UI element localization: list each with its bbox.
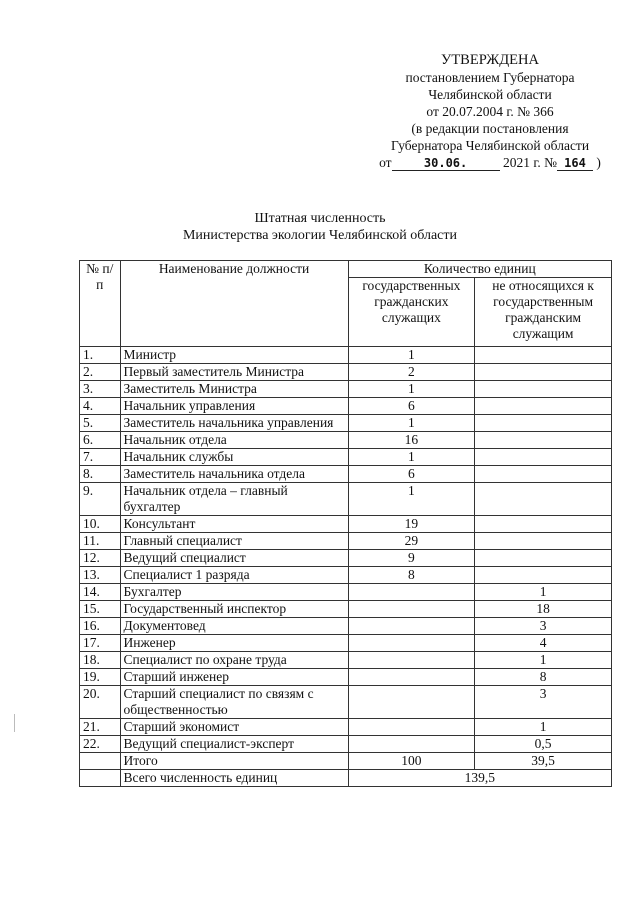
row-num: 20. <box>80 686 121 719</box>
row-name: Документовед <box>120 618 348 635</box>
approval-middle: 2021 г. № <box>502 155 557 170</box>
table-row <box>80 415 612 432</box>
row-name: Первый заместитель Министра <box>120 364 348 381</box>
table-row <box>80 719 612 736</box>
row-num: 12. <box>80 550 121 567</box>
approval-line-5: Губернатора Челябинской области <box>390 138 590 153</box>
row-num: 8. <box>80 466 121 483</box>
row-non-gov <box>475 449 612 466</box>
row-name: Инженер <box>120 635 348 652</box>
row-gov: 1 <box>348 415 475 432</box>
grand-total-label: Всего численность единиц <box>120 770 348 787</box>
row-non-gov <box>475 398 612 415</box>
header-gov: государственных гражданских служащих <box>348 278 475 347</box>
row-name: Консультант <box>120 516 348 533</box>
approval-heading: УТВЕРЖДЕНА <box>441 52 539 68</box>
header-non-gov: не относящихся к государственным гражданским служащим <box>475 278 612 347</box>
row-gov: 8 <box>348 567 475 584</box>
row-gov <box>348 686 475 719</box>
table-row <box>80 669 612 686</box>
row-name: Начальник отдела <box>120 432 348 449</box>
approval-prefix: от <box>379 155 392 170</box>
row-gov: 16 <box>348 432 475 449</box>
row-non-gov: 0,5 <box>475 736 612 753</box>
row-gov <box>348 601 475 618</box>
row-name: Начальник отдела – главный бухгалтер <box>120 483 348 516</box>
approval-line-2: Челябинской области <box>428 87 552 102</box>
row-gov: 1 <box>348 381 475 398</box>
row-non-gov <box>475 483 612 516</box>
header-name: Наименование должности <box>120 261 348 347</box>
row-num: 22. <box>80 736 121 753</box>
header-num: № п/п <box>80 261 121 347</box>
row-name: Старший инженер <box>120 669 348 686</box>
row-non-gov: 4 <box>475 635 612 652</box>
row-non-gov <box>475 381 612 398</box>
row-gov: 1 <box>348 449 475 466</box>
row-name: Ведущий специалист-эксперт <box>120 736 348 753</box>
row-gov <box>348 618 475 635</box>
table-row <box>80 432 612 449</box>
row-non-gov <box>475 432 612 449</box>
row-non-gov: 3 <box>475 618 612 635</box>
row-name: Старший экономист <box>120 719 348 736</box>
staff-table <box>79 260 612 787</box>
row-name: Специалист по охране труда <box>120 652 348 669</box>
row-non-gov <box>475 364 612 381</box>
row-name: Специалист 1 разряда <box>120 567 348 584</box>
header-group: Количество единиц <box>348 261 611 278</box>
row-num: 6. <box>80 432 121 449</box>
row-num: 21. <box>80 719 121 736</box>
row-num: 15. <box>80 601 121 618</box>
row-name: Заместитель начальника управления <box>120 415 348 432</box>
row-num: 3. <box>80 381 121 398</box>
row-num: 5. <box>80 415 121 432</box>
row-non-gov <box>475 533 612 550</box>
table-row <box>80 618 612 635</box>
row-non-gov <box>475 550 612 567</box>
row-num: 10. <box>80 516 121 533</box>
row-gov: 29 <box>348 533 475 550</box>
table-row <box>80 635 612 652</box>
row-non-gov <box>475 347 612 364</box>
table-body <box>80 347 612 753</box>
approval-line-6 <box>360 154 620 171</box>
row-name: Старший специалист по связям с общественностью <box>120 686 348 719</box>
row-num: 17. <box>80 635 121 652</box>
row-name: Заместитель начальника отдела <box>120 466 348 483</box>
approval-line-3: от 20.07.2004 г. № 366 <box>426 104 554 119</box>
row-gov: 1 <box>348 347 475 364</box>
approval-date: 30.06. <box>392 156 500 171</box>
table-row <box>80 601 612 618</box>
table-row <box>80 567 612 584</box>
row-name: Начальник службы <box>120 449 348 466</box>
row-name: Государственный инспектор <box>120 601 348 618</box>
table-row <box>80 550 612 567</box>
total-non-gov: 39,5 <box>475 753 612 770</box>
table-row <box>80 449 612 466</box>
row-non-gov: 3 <box>475 686 612 719</box>
row-num: 13. <box>80 567 121 584</box>
table-row <box>80 584 612 601</box>
table-row <box>80 686 612 719</box>
row-num: 19. <box>80 669 121 686</box>
approval-line-1: постановлением Губернатора <box>405 70 575 85</box>
row-num: 16. <box>80 618 121 635</box>
row-num: 4. <box>80 398 121 415</box>
row-num: 1. <box>80 347 121 364</box>
row-non-gov: 8 <box>475 669 612 686</box>
row-gov: 1 <box>348 483 475 516</box>
row-non-gov <box>475 567 612 584</box>
total-label: Итого <box>120 753 348 770</box>
table-row <box>80 364 612 381</box>
row-gov <box>348 736 475 753</box>
row-non-gov: 1 <box>475 584 612 601</box>
table-row <box>80 381 612 398</box>
row-gov: 6 <box>348 398 475 415</box>
table-row <box>80 466 612 483</box>
row-name: Главный специалист <box>120 533 348 550</box>
row-non-gov: 18 <box>475 601 612 618</box>
document-title <box>0 210 640 244</box>
table-row <box>80 398 612 415</box>
title-line-1: Штатная численность <box>254 211 386 226</box>
row-gov <box>348 635 475 652</box>
row-num: 14. <box>80 584 121 601</box>
margin-mark <box>14 714 15 732</box>
table-row <box>80 516 612 533</box>
total-gov: 100 <box>348 753 475 770</box>
row-num: 2. <box>80 364 121 381</box>
table-row <box>80 347 612 364</box>
row-gov: 19 <box>348 516 475 533</box>
row-name: Министр <box>120 347 348 364</box>
row-non-gov <box>475 466 612 483</box>
total-num <box>80 753 121 770</box>
approval-suffix: ) <box>596 155 601 170</box>
row-gov <box>348 584 475 601</box>
row-num: 18. <box>80 652 121 669</box>
grand-total-num <box>80 770 121 787</box>
row-gov <box>348 719 475 736</box>
table-row <box>80 483 612 516</box>
row-num: 9. <box>80 483 121 516</box>
row-gov: 9 <box>348 550 475 567</box>
row-non-gov <box>475 516 612 533</box>
approval-stamp <box>360 52 620 171</box>
row-non-gov: 1 <box>475 652 612 669</box>
row-gov <box>348 669 475 686</box>
table-row <box>80 736 612 753</box>
table-row <box>80 533 612 550</box>
grand-total-value: 139,5 <box>348 770 611 787</box>
row-num: 11. <box>80 533 121 550</box>
row-gov: 2 <box>348 364 475 381</box>
row-non-gov <box>475 415 612 432</box>
row-name: Начальник управления <box>120 398 348 415</box>
approval-number: 164 <box>557 156 593 171</box>
row-name: Ведущий специалист <box>120 550 348 567</box>
row-gov <box>348 652 475 669</box>
row-num: 7. <box>80 449 121 466</box>
row-name: Бухгалтер <box>120 584 348 601</box>
title-line-2: Министерства экологии Челябинской области <box>182 228 457 243</box>
row-non-gov: 1 <box>475 719 612 736</box>
table-row <box>80 652 612 669</box>
approval-line-4: (в редакции постановления <box>411 121 569 136</box>
row-name: Заместитель Министра <box>120 381 348 398</box>
row-gov: 6 <box>348 466 475 483</box>
